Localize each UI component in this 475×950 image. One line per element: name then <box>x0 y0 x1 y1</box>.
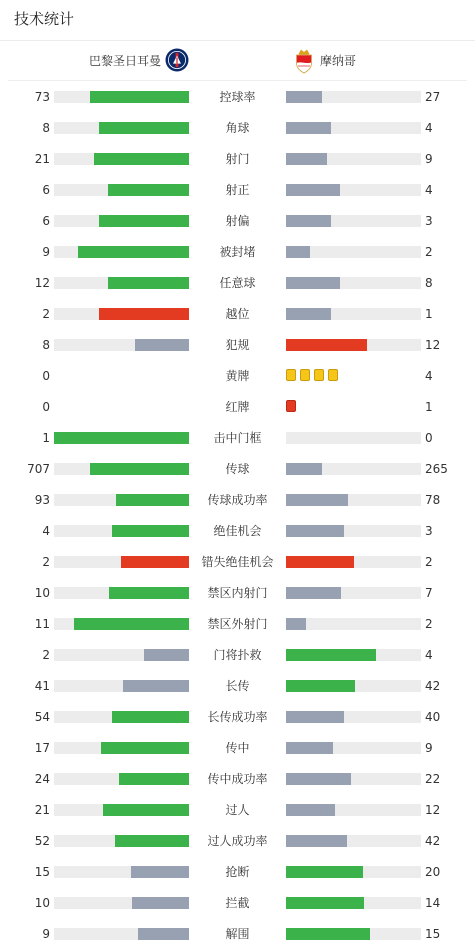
home-bar-track <box>54 835 189 847</box>
away-bar-track <box>286 711 421 723</box>
stat-row <box>0 795 475 826</box>
home-bar-fill <box>132 897 189 909</box>
home-bar-track <box>54 804 189 816</box>
home-bar-fill <box>99 215 189 227</box>
away-bar-track <box>286 618 421 630</box>
home-bar-track <box>54 928 189 940</box>
title-divider <box>0 40 475 41</box>
away-bar-track <box>286 680 421 692</box>
stat-row <box>0 268 475 299</box>
home-bar-track <box>54 277 189 289</box>
stat-row <box>0 764 475 795</box>
home-stat-value: 41 <box>34 679 50 693</box>
home-stat-value: 15 <box>34 865 50 879</box>
away-bar-fill <box>286 928 370 940</box>
away-stat-value: 2 <box>425 245 433 259</box>
home-bar-fill <box>103 804 189 816</box>
home-bar-track <box>54 897 189 909</box>
stat-label: 角球 <box>225 121 250 135</box>
away-bar-track <box>286 494 421 506</box>
stat-label: 黄牌 <box>225 369 250 383</box>
stat-row <box>0 330 475 361</box>
home-bar-track <box>54 773 189 785</box>
stat-row <box>0 454 475 485</box>
home-stat-value: 4 <box>42 524 50 538</box>
away-bar-track <box>286 556 421 568</box>
page-title: 技术统计 <box>14 10 75 28</box>
home-bar-track <box>54 525 189 537</box>
home-stat-value: 10 <box>34 586 50 600</box>
away-bar-fill <box>286 804 335 816</box>
home-stat-value: 6 <box>42 214 50 228</box>
away-bar-track <box>286 339 421 351</box>
away-bar-fill <box>286 91 322 103</box>
away-bar-fill <box>286 835 347 847</box>
away-stat-value: 22 <box>425 772 441 786</box>
home-team-name[interactable]: 巴黎圣日耳曼 <box>88 54 161 68</box>
home-stat-value: 73 <box>34 90 50 104</box>
away-bar-fill <box>286 587 341 599</box>
home-bar-fill <box>101 742 189 754</box>
stat-row <box>0 640 475 671</box>
stat-label: 绝佳机会 <box>213 524 262 538</box>
away-stat-value: 1 <box>425 400 433 414</box>
home-bar-track <box>54 432 189 444</box>
stat-row <box>0 516 475 547</box>
stat-row <box>0 206 475 237</box>
stat-label: 过人成功率 <box>207 834 268 848</box>
home-bar-fill <box>108 277 189 289</box>
stats-list <box>0 82 475 950</box>
away-bar-fill <box>286 556 354 568</box>
home-stat-value: 52 <box>34 834 50 848</box>
away-stat-value: 12 <box>425 338 441 352</box>
away-bar-fill <box>286 866 363 878</box>
home-bar-track <box>54 587 189 599</box>
home-stat-value: 21 <box>34 803 50 817</box>
away-bar-fill <box>286 122 331 134</box>
home-bar-track <box>54 246 189 258</box>
away-bar-fill <box>286 711 344 723</box>
stat-label: 犯规 <box>225 338 250 352</box>
red-card-icon <box>286 400 296 412</box>
stat-row <box>0 919 475 950</box>
stat-row <box>0 144 475 175</box>
away-stat-value: 4 <box>425 183 433 197</box>
home-bar-fill <box>115 835 189 847</box>
stat-row <box>0 826 475 857</box>
away-stat-value: 78 <box>425 493 441 507</box>
away-bar-track <box>286 432 421 444</box>
home-bar-track <box>54 308 189 320</box>
home-stat-value: 54 <box>34 710 50 724</box>
away-bar-track <box>286 804 421 816</box>
home-bar-fill <box>99 122 189 134</box>
away-stat-value: 1 <box>425 307 433 321</box>
away-bar-track <box>286 928 421 940</box>
stat-label: 解围 <box>225 927 250 941</box>
away-bar-fill <box>286 680 355 692</box>
away-bar-fill <box>286 618 306 630</box>
home-bar-fill <box>131 866 189 878</box>
away-cards <box>286 400 300 414</box>
stat-label: 抢断 <box>225 865 250 879</box>
away-bar-fill <box>286 897 364 909</box>
psg-crest-icon[interactable] <box>165 48 189 72</box>
away-bar-fill <box>286 184 340 196</box>
header-divider <box>8 80 467 81</box>
home-stat-value: 9 <box>42 927 50 941</box>
stat-label: 门将扑救 <box>213 648 262 662</box>
away-bar-track <box>286 773 421 785</box>
away-stat-value: 3 <box>425 524 433 538</box>
stat-label: 传球成功率 <box>207 493 268 507</box>
home-bar-track <box>54 463 189 475</box>
away-cards <box>286 369 342 383</box>
stat-row <box>0 392 475 423</box>
stat-label: 射偏 <box>225 214 250 228</box>
team-header <box>0 46 475 76</box>
stat-row <box>0 423 475 454</box>
home-bar-fill <box>99 308 189 320</box>
home-bar-track <box>54 742 189 754</box>
away-stat-value: 2 <box>425 617 433 631</box>
home-bar-fill <box>90 91 189 103</box>
away-stat-value: 265 <box>425 462 448 476</box>
away-bar-fill <box>286 649 376 661</box>
away-bar-fill <box>286 246 310 258</box>
stat-row <box>0 175 475 206</box>
home-bar-track <box>54 122 189 134</box>
home-stat-value: 0 <box>42 400 50 414</box>
stat-row <box>0 547 475 578</box>
monaco-crest-icon[interactable] <box>294 48 314 74</box>
stat-row <box>0 578 475 609</box>
home-bar-fill <box>74 618 189 630</box>
away-bar-track <box>286 742 421 754</box>
home-bar-fill <box>54 432 189 444</box>
home-stat-value: 12 <box>34 276 50 290</box>
home-bar-fill <box>119 773 189 785</box>
away-stat-value: 14 <box>425 896 441 910</box>
away-bar-track <box>286 587 421 599</box>
away-stat-value: 3 <box>425 214 433 228</box>
home-bar-fill <box>138 928 189 940</box>
away-bar-track <box>286 866 421 878</box>
home-bar-fill <box>112 711 189 723</box>
stat-row <box>0 609 475 640</box>
away-stat-value: 12 <box>425 803 441 817</box>
home-bar-track <box>54 711 189 723</box>
home-bar-track <box>54 866 189 878</box>
stat-row <box>0 671 475 702</box>
away-stat-value: 4 <box>425 648 433 662</box>
away-bar-track <box>286 215 421 227</box>
home-bar-track <box>54 618 189 630</box>
stat-label: 射门 <box>225 152 250 166</box>
away-bar-track <box>286 897 421 909</box>
away-stat-value: 9 <box>425 152 433 166</box>
home-bar-fill <box>116 494 189 506</box>
yellow-card-icon <box>300 369 310 381</box>
home-bar-fill <box>108 184 189 196</box>
home-bar-track <box>54 680 189 692</box>
home-bar-fill <box>109 587 189 599</box>
away-bar-fill <box>286 153 327 165</box>
yellow-card-icon <box>328 369 338 381</box>
home-bar-track <box>54 649 189 661</box>
stat-label: 控球率 <box>219 90 256 104</box>
away-bar-track <box>286 463 421 475</box>
stat-label: 射正 <box>225 183 250 197</box>
away-stat-value: 27 <box>425 90 441 104</box>
home-stat-value: 2 <box>42 555 50 569</box>
stat-label: 禁区外射门 <box>207 617 268 631</box>
stat-label: 传中 <box>225 741 250 755</box>
home-stat-value: 21 <box>34 152 50 166</box>
home-stat-value: 24 <box>34 772 50 786</box>
stat-label: 红牌 <box>225 400 250 414</box>
home-bar-track <box>54 556 189 568</box>
away-bar-track <box>286 246 421 258</box>
away-bar-track <box>286 308 421 320</box>
away-stat-value: 2 <box>425 555 433 569</box>
away-bar-fill <box>286 339 367 351</box>
home-bar-fill <box>144 649 189 661</box>
stat-label: 传中成功率 <box>207 772 268 786</box>
home-stat-value: 9 <box>42 245 50 259</box>
stat-row <box>0 888 475 919</box>
stat-label: 拦截 <box>225 896 250 910</box>
home-stat-value: 17 <box>34 741 50 755</box>
away-bar-track <box>286 649 421 661</box>
away-stat-value: 42 <box>425 834 441 848</box>
home-bar-fill <box>135 339 189 351</box>
stat-row <box>0 857 475 888</box>
home-bar-fill <box>90 463 189 475</box>
stat-row <box>0 702 475 733</box>
home-bar-fill <box>112 525 189 537</box>
away-stat-value: 4 <box>425 121 433 135</box>
stat-row <box>0 113 475 144</box>
away-bar-track <box>286 153 421 165</box>
home-bar-fill <box>123 680 189 692</box>
stat-row <box>0 299 475 330</box>
away-bar-fill <box>286 215 331 227</box>
stat-label: 长传 <box>225 679 250 693</box>
away-team-name[interactable]: 摩纳哥 <box>320 54 357 68</box>
away-stat-value: 9 <box>425 741 433 755</box>
away-stat-value: 42 <box>425 679 441 693</box>
away-bar-track <box>286 122 421 134</box>
home-bar-track <box>54 153 189 165</box>
yellow-card-icon <box>286 369 296 381</box>
away-stat-value: 4 <box>425 369 433 383</box>
home-bar-fill <box>78 246 189 258</box>
home-stat-value: 1 <box>42 431 50 445</box>
away-bar-fill <box>286 308 331 320</box>
home-bar-track <box>54 184 189 196</box>
away-bar-track <box>286 277 421 289</box>
stat-label: 传球 <box>225 462 250 476</box>
away-bar-fill <box>286 277 340 289</box>
home-bar-track <box>54 91 189 103</box>
away-bar-fill <box>286 742 333 754</box>
yellow-card-icon <box>314 369 324 381</box>
away-bar-fill <box>286 494 348 506</box>
home-bar-track <box>54 494 189 506</box>
away-bar-track <box>286 835 421 847</box>
away-stat-value: 0 <box>425 431 433 445</box>
away-bar-fill <box>286 525 344 537</box>
stat-label: 越位 <box>225 307 250 321</box>
stat-label: 被封堵 <box>219 245 256 259</box>
away-bar-track <box>286 525 421 537</box>
home-bar-fill <box>121 556 189 568</box>
stat-row <box>0 733 475 764</box>
stat-row <box>0 237 475 268</box>
away-stat-value: 15 <box>425 927 441 941</box>
home-stat-value: 2 <box>42 307 50 321</box>
away-stat-value: 40 <box>425 710 441 724</box>
home-stat-value: 6 <box>42 183 50 197</box>
stat-label: 错失绝佳机会 <box>201 555 274 569</box>
home-stat-value: 0 <box>42 369 50 383</box>
home-stat-value: 2 <box>42 648 50 662</box>
home-stat-value: 11 <box>34 617 50 631</box>
away-stat-value: 8 <box>425 276 433 290</box>
away-bar-track <box>286 91 421 103</box>
home-bar-track <box>54 339 189 351</box>
away-stat-value: 7 <box>425 586 433 600</box>
stat-label: 长传成功率 <box>207 710 268 724</box>
home-bar-fill <box>94 153 189 165</box>
stat-row <box>0 82 475 113</box>
away-stat-value: 20 <box>425 865 441 879</box>
home-stat-value: 707 <box>27 462 50 476</box>
home-stat-value: 10 <box>34 896 50 910</box>
stat-label: 任意球 <box>219 276 256 290</box>
stat-row <box>0 485 475 516</box>
away-bar-fill <box>286 773 351 785</box>
stat-row <box>0 361 475 392</box>
home-stat-value: 93 <box>34 493 50 507</box>
stat-label: 击中门框 <box>213 431 262 445</box>
home-stat-value: 8 <box>42 121 50 135</box>
home-bar-track <box>54 215 189 227</box>
stat-label: 禁区内射门 <box>207 586 268 600</box>
away-bar-fill <box>286 463 322 475</box>
stat-label: 过人 <box>225 803 250 817</box>
away-bar-track <box>286 184 421 196</box>
home-stat-value: 8 <box>42 338 50 352</box>
